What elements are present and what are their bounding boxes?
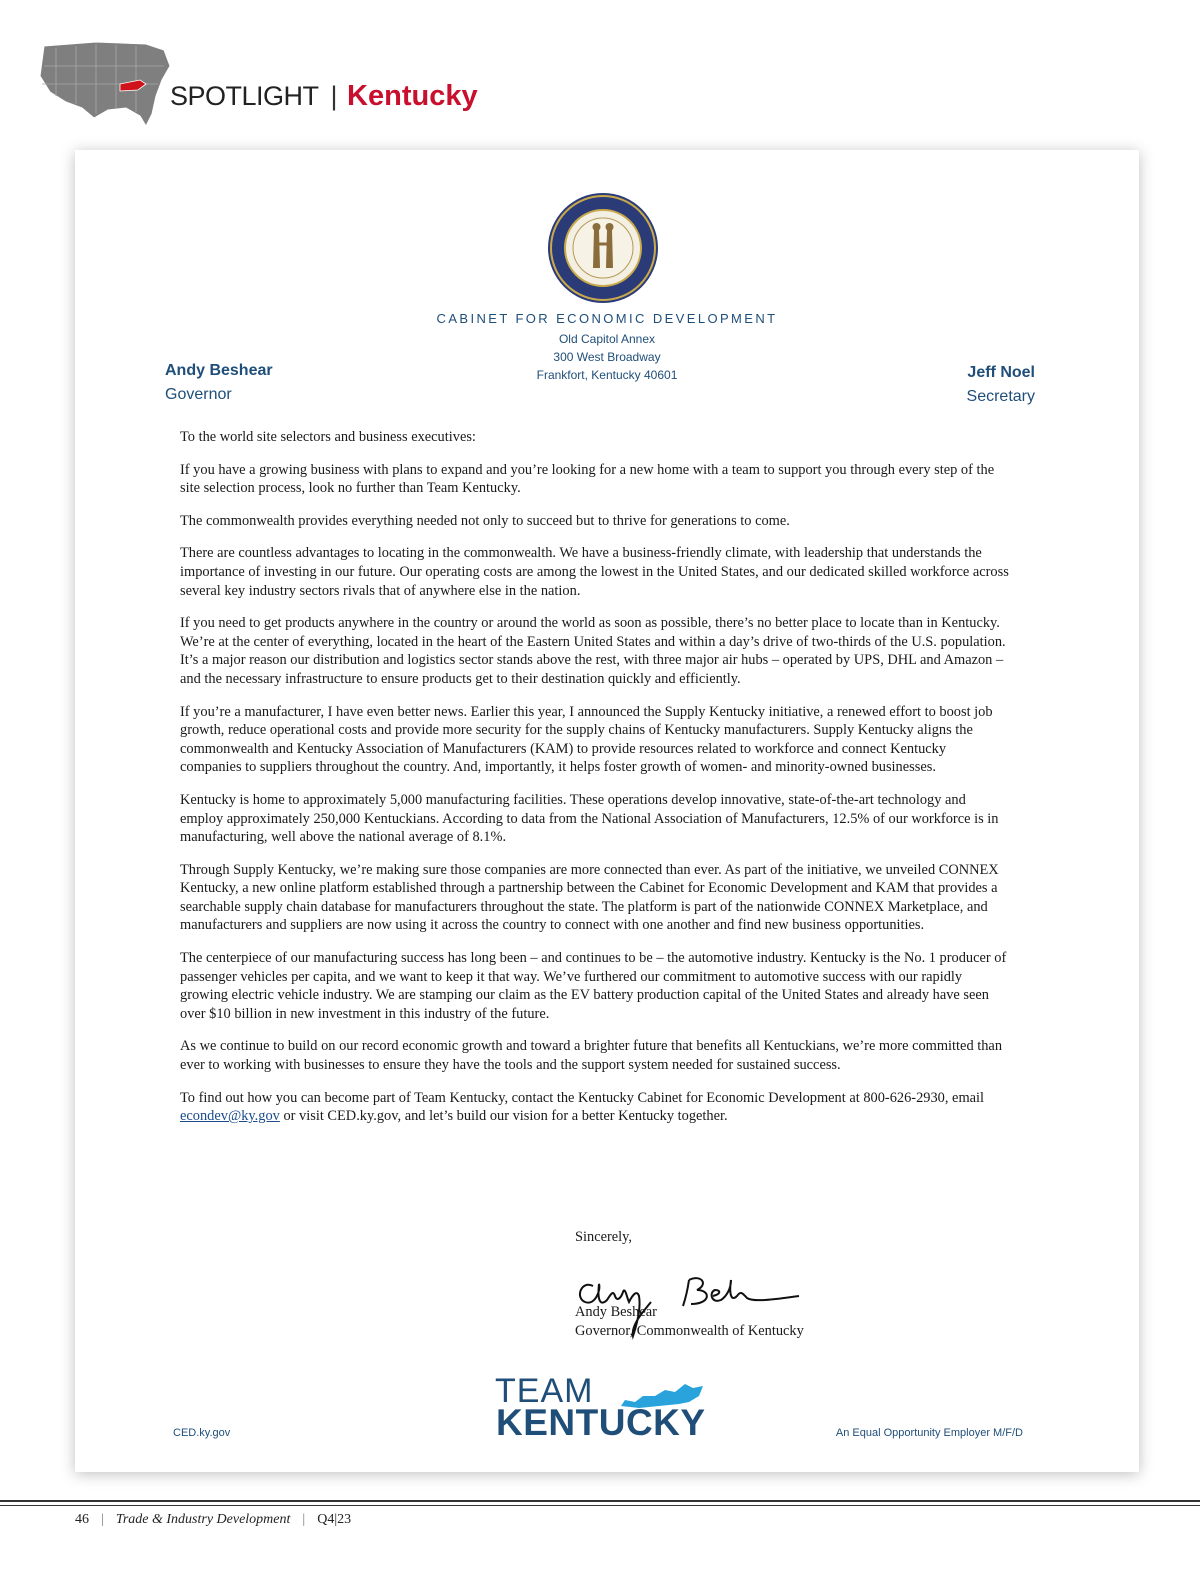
closing: Sincerely, bbox=[575, 1229, 633, 1245]
secretary-name: Jeff Noel bbox=[967, 364, 1035, 381]
logo-kentucky-text: KENTUCKY bbox=[496, 1402, 706, 1443]
logo-team-text: TEAM bbox=[495, 1372, 594, 1410]
contact-text-before: To find out how you can become part of Team Kentucky, contact the Kentucky Cabinet for Economic Development at 800-626-2930, email bbox=[180, 1089, 985, 1106]
paragraph: Through Supply Kentucky, we’re making sure those companies are more connected than ever. As part of the initiative, we unveiled CONNEX Kentucky, a new online platform established through a partnership between the Cabinet for Economic Development and KAM that provides a searchable supply chain database for manufacturers throughout the state. The platform is part of the nationwide CONNEX Marketplace, and manufacturers and suppliers are now using it across the country to connect with one another and find new business opportunities. bbox=[180, 861, 999, 934]
spotlight-state: Kentucky bbox=[347, 80, 478, 112]
signer-block bbox=[575, 1303, 804, 1340]
paragraph: Kentucky is home to approximately 5,000 manufacturing facilities. These operations develop innovative, state-of-the-art technology and employ approximately 250,000 Kentuckians. According to data from the National Association of Manufacturers, 12.5% of our workforce is in manufacturing, well above the national average of 8.1%. bbox=[180, 791, 999, 846]
paragraph: If you have a growing business with plans to expand and you’re looking for a new home with a team to support you through every step of the site selection process, look no further than Team Kentucky. bbox=[180, 461, 995, 497]
paragraph: The commonwealth provides everything needed not only to succeed but to thrive for generations to come. bbox=[180, 512, 790, 529]
salutation: To the world site selectors and business executives: bbox=[180, 429, 476, 445]
paragraph: The centerpiece of our manufacturing success has long been – and continues to be – the automotive industry. Kentucky is the No. 1 producer of passenger vehicles per capita, and we want to keep it that way. We’ve furthered our commitment to automotive success with our rapidly growing electric vehicle industry. We are stamping our claim as the EV battery production capital of the United States and already have seen over $10 billion in new investment in this industry of the future. bbox=[180, 950, 1007, 1022]
kentucky-seal-icon bbox=[547, 192, 659, 304]
address-line-3: Frankfort, Kentucky 40601 bbox=[536, 368, 678, 382]
governor-name: Andy Beshear bbox=[165, 362, 273, 379]
secretary-title: Secretary bbox=[966, 388, 1035, 405]
page-footer bbox=[75, 1512, 351, 1528]
paragraph: There are countless advantages to locating in the commonwealth. We have a business-friendly climate, with leadership that understands the importance of investing in our future. Our operating costs are among the lowest in the United States, and our dedicated skilled workforce across several key industry sectors rivals that of anywhere else in the nation. bbox=[180, 545, 1009, 599]
us-map-icon bbox=[36, 36, 176, 131]
spotlight-header bbox=[0, 0, 1200, 140]
governor-block bbox=[165, 360, 273, 407]
website-text: CED.ky.gov bbox=[173, 1427, 231, 1439]
spotlight-title bbox=[170, 80, 478, 113]
letter-body bbox=[180, 428, 1010, 1140]
spotlight-label: SPOTLIGHT bbox=[170, 81, 319, 111]
signer-title: Governor, Commonwealth of Kentucky bbox=[575, 1322, 804, 1339]
address-line-1: Old Capitol Annex bbox=[558, 332, 656, 346]
email-link[interactable]: econdev@ky.gov bbox=[180, 1108, 280, 1125]
letter-card bbox=[75, 150, 1139, 1472]
governor-title: Governor bbox=[165, 386, 232, 403]
equal-opportunity-text: An Equal Opportunity Employer M/F/D bbox=[835, 1427, 1023, 1439]
contact-paragraph bbox=[180, 1089, 1010, 1126]
footer-rule bbox=[0, 1500, 1200, 1502]
contact-text-after: or visit CED.ky.gov, and let’s build our vision for a better Kentucky together. bbox=[279, 1108, 728, 1125]
footer-rule-thin bbox=[0, 1505, 1200, 1506]
page-number: 46 bbox=[75, 1512, 89, 1527]
secretary-block bbox=[967, 362, 1035, 409]
issue-label: Q4|23 bbox=[317, 1512, 352, 1527]
paragraph: If you’re a manufacturer, I have even better news. Earlier this year, I announced the Supply Kentucky initiative, a renewed effort to boost job growth, reduce operational costs and provide more security for the supply chains of Kentucky manufacturers. Supply Kentucky aligns the commonwealth and Kentucky Association of Manufacturers (KAM) to provide resources related to workforce and connect Kentucky companies to suppliers throughout the country. And, importantly, it helps foster growth of women- and minority-owned businesses. bbox=[180, 703, 993, 776]
paragraph: As we continue to build on our record economic growth and toward a brighter future that benefits all Kentuckians, we’re more committed than ever to working with businesses to ensure they have the tools and the support system needed for sustained success. bbox=[180, 1038, 1003, 1074]
paragraph: If you need to get products anywhere in the country or around the world as soon as possible, there’s no better place to locate than in Kentucky. We’re at the center of everything, located in the heart of the Eastern United States and within a day’s drive of two-thirds of the U.S. population. It’s a major reason our distribution and logistics sector stands above the rest, with three major air hubs – operated by UPS, DHL and Amazon – and the necessary infrastructure to ensure products get to their destination quickly and efficiently. bbox=[180, 615, 1006, 687]
spotlight-separator: | bbox=[330, 81, 338, 111]
footer-separator: | bbox=[101, 1512, 104, 1527]
footer-separator: | bbox=[302, 1512, 306, 1527]
address-line-2: 300 West Broadway bbox=[553, 350, 661, 364]
publication-name: Trade & Industry Development bbox=[115, 1512, 291, 1527]
team-kentucky-logo bbox=[495, 1372, 715, 1444]
signer-name: Andy Beshear bbox=[575, 1304, 657, 1320]
cabinet-name: CABINET FOR ECONOMIC DEVELOPMENT bbox=[436, 311, 778, 326]
